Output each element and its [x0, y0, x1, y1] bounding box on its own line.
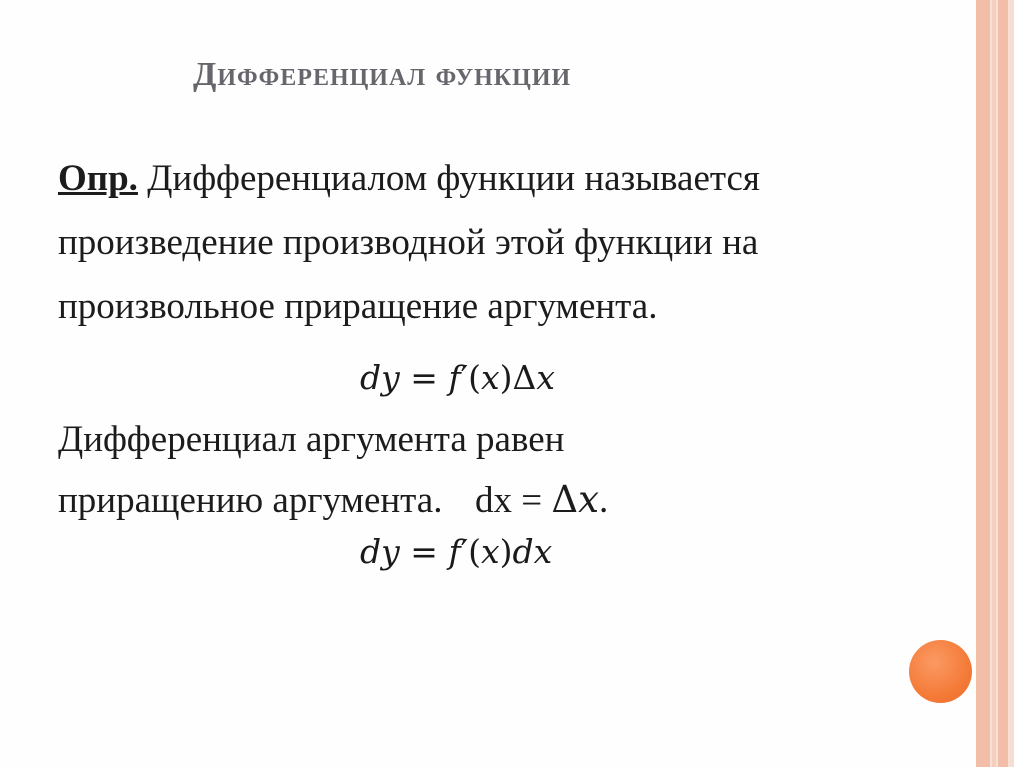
slide-title: Дифференциал функции	[193, 56, 572, 93]
definition-line-3: произвольное приращение аргумента.	[58, 286, 658, 327]
statement-line-2	[58, 478, 608, 522]
decorative-orange-circle	[909, 640, 972, 703]
definition-line-1	[58, 157, 760, 200]
statement-text-2: приращению аргумента.	[58, 480, 443, 521]
definition-line-2: произведение производной этой функции на	[58, 222, 759, 263]
stripe	[992, 0, 996, 767]
statement-line-1: Дифференциал аргумента равен	[58, 419, 565, 460]
formula-dy-delta-x: dy = f′(x)Δx	[360, 358, 555, 397]
stripe	[998, 0, 1008, 767]
stripe	[976, 0, 990, 767]
definition-label: Опр.	[58, 158, 138, 199]
inline-dx-formula: dx = Δx.	[474, 478, 609, 521]
decorative-stripes	[976, 0, 1014, 767]
formula-dy-dx: dy = f′(x)dx	[360, 532, 553, 571]
stripe	[1010, 0, 1014, 767]
definition-text-1: Дифференциалом функции называется	[147, 158, 760, 199]
